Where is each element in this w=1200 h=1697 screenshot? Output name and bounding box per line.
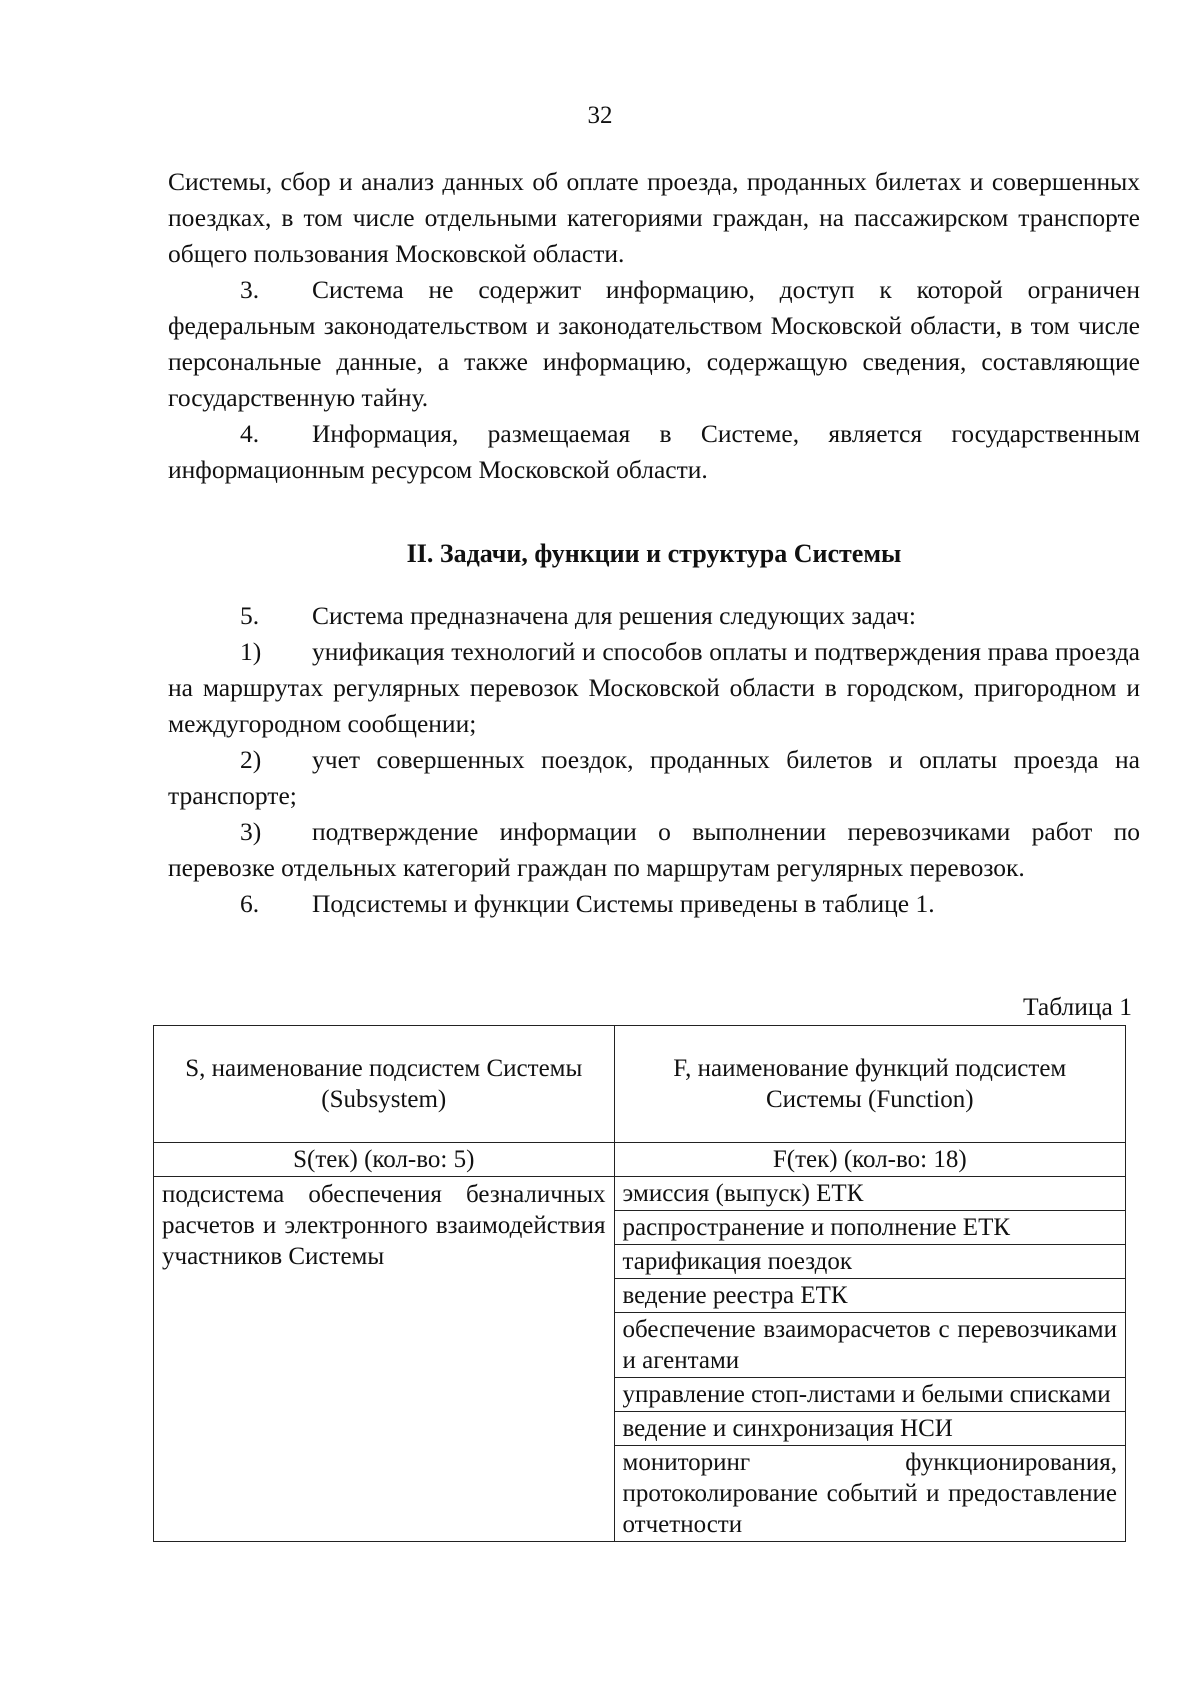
paragraph-3 [168, 272, 1140, 416]
paragraph-text: Информация, размещаемая в Системе, является государственным информационным ресурсом Московской области. [168, 419, 1140, 484]
list-item-text: унификация технологий и способов оплаты и подтверждения права проезда на маршрутах регулярных перевозок Московской области в городском, пригородном и междугородном сообщении; [168, 637, 1140, 738]
subsystems-table [153, 1025, 1126, 1542]
function-cell: тарификация поездок [614, 1245, 1126, 1279]
function-cell: ведение и синхронизация НСИ [614, 1412, 1126, 1446]
table-row [154, 1177, 1126, 1211]
function-cell: распространение и пополнение ЕТК [614, 1211, 1126, 1245]
function-cell: обеспечение взаиморасчетов с перевозчиками и агентами [614, 1313, 1126, 1378]
page-number: 32 [587, 102, 613, 129]
list-item-1 [168, 634, 1140, 742]
header-subsystem: S, наименование подсистем Системы (Subsystem) [154, 1026, 615, 1143]
section-title: II. Задачи, функции и структура Системы [406, 539, 902, 568]
table-header-row [154, 1026, 1126, 1143]
header-function: F, наименование функций подсистем Системы (Function) [614, 1026, 1126, 1143]
list-item-2 [168, 742, 1140, 814]
list-item-number: 2) [240, 745, 262, 774]
code-subsystem: S(тек) (кол-во: 5) [154, 1143, 615, 1177]
table-code-row [154, 1143, 1126, 1177]
paragraph-text: Подсистемы и функции Системы приведены в таблице 1. [312, 889, 935, 918]
subsystem-name: подсистема обеспечения безналичных расчетов и электронного взаимодействия участников Системы [154, 1177, 615, 1542]
paragraph-6 [168, 886, 1140, 922]
list-item-3 [168, 814, 1140, 886]
code-function: F(тек) (кол-во: 18) [614, 1143, 1126, 1177]
function-cell: управление стоп-листами и белыми списками [614, 1378, 1126, 1412]
list-item-number: 1) [240, 637, 262, 666]
list-item-text: учет совершенных поездок, проданных билетов и оплаты проезда на транспорте; [168, 745, 1140, 810]
list-item-text: подтверждение информации о выполнении перевозчиками работ по перевозке отдельных категорий граждан по маршрутам регулярных перевозок. [168, 817, 1140, 882]
paragraph-continuation [168, 164, 1140, 272]
function-cell: ведение реестра ЕТК [614, 1279, 1126, 1313]
paragraph-text: Системы, сбор и анализ данных об оплате проезда, проданных билетах и совершенных поездках, в том числе отдельными категориями граждан, на пассажирском транспорте общего пользования Московской области. [168, 167, 1140, 268]
table-caption: Таблица 1 [1022, 992, 1132, 1021]
paragraph-number: 3. [240, 275, 260, 304]
paragraph-text: Система не содержит информацию, доступ к которой ограничен федеральным законодательством и законодательством Московской области, в том числе персональные данные, а также информацию, содержащую сведения, составляющие государственную тайну. [168, 275, 1140, 412]
paragraph-4 [168, 416, 1140, 488]
paragraph-text: Система предназначена для решения следующих задач: [312, 601, 916, 630]
function-cell: мониторинг функционирования, протоколирование событий и предоставление отчетности [614, 1446, 1126, 1542]
paragraph-number: 5. [240, 601, 260, 630]
document-body [168, 164, 1140, 922]
paragraph-5 [168, 598, 1140, 634]
list-item-number: 3) [240, 817, 262, 846]
paragraph-number: 4. [240, 419, 260, 448]
paragraph-number: 6. [240, 889, 260, 918]
function-cell: эмиссия (выпуск) ЕТК [614, 1177, 1126, 1211]
